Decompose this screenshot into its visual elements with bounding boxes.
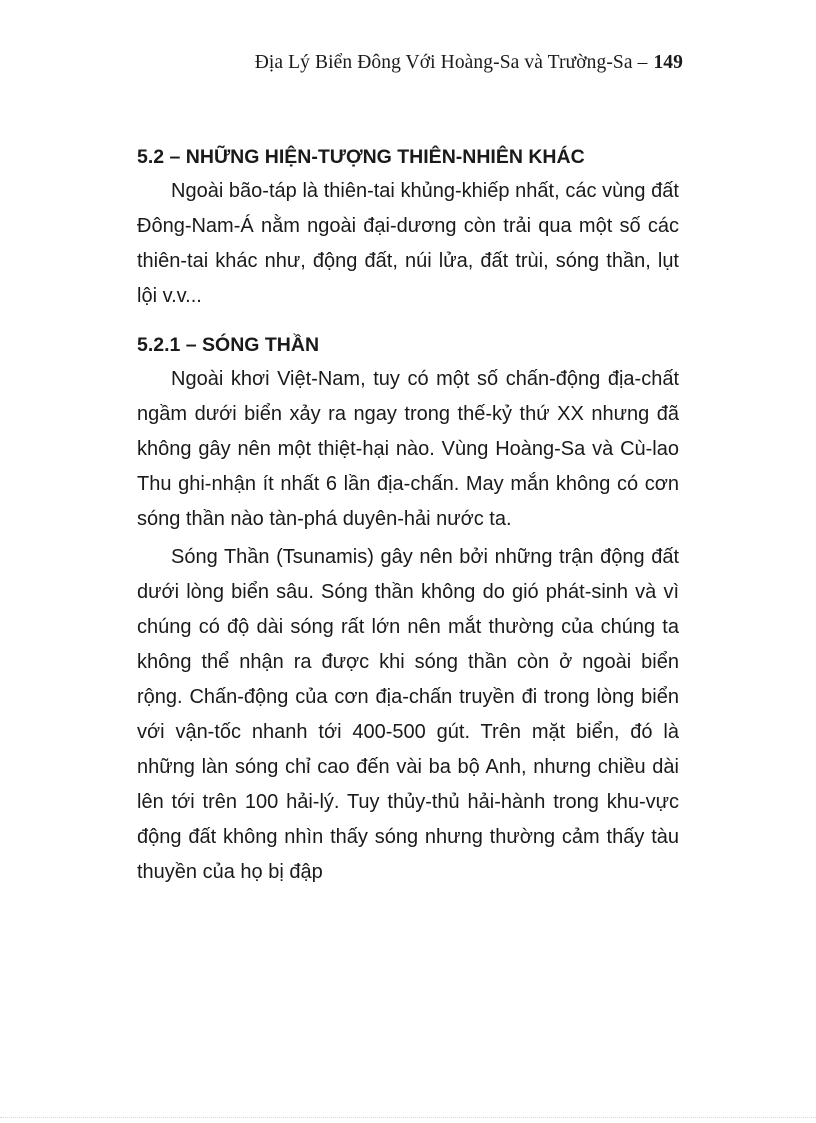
page-number: 149 bbox=[653, 52, 683, 73]
section-paragraph: Ngoài bão-táp là thiên-tai khủng-khiếp nhất, các vùng đất Đông-Nam-Á nằm ngoài đại-dương còn trải qua một số các thiên-tai khác như, động đất, núi lửa, đất trùi, sóng thần, lụt lội v.v... bbox=[137, 180, 679, 307]
running-title: Địa Lý Biển Đông Với Hoàng-Sa và Trường-Sa – bbox=[254, 52, 648, 73]
section-heading: 5.2 – NHỮNG HIỆN-TƯỢNG THIÊN-NHIÊN KHÁC bbox=[137, 146, 585, 168]
subsection-heading: 5.2.1 – SÓNG THẦN bbox=[137, 334, 320, 356]
running-header bbox=[0, 52, 683, 74]
body-paragraph: Ngoài khơi Việt-Nam, tuy có một số chấn-động địa-chất ngầm dưới biển xảy ra ngay trong thế-kỷ thứ XX nhưng đã không gây nên một thiệt-hại nào. Vùng Hoàng-Sa và Cù-lao Thu ghi-nhận ít nhất 6 lần địa-chấn. May mắn không có cơn sóng thần nào tàn-phá duyên-hải nước ta. bbox=[137, 368, 679, 530]
page-body bbox=[137, 140, 679, 890]
body-paragraph: Sóng Thần (Tsunamis) gây nên bởi những trận động đất dưới lòng biển sâu. Sóng thần không do gió phát-sinh và vì chúng có độ dài sóng rất lớn nên mắt thường của chúng ta không thể nhận ra được khi sóng thần còn ở ngoài biển rộng. Chấn-động của cơn địa-chấn truyền đi trong lòng biển với vận-tốc nhanh tới 400-500 gút. Trên mặt biển, đó là những làn sóng chỉ cao đến vài ba bộ Anh, nhưng chiều dài lên tới trên 100 hải-lý. Tuy thủy-thủ hải-hành trong khu-vực động đất không nhìn thấy sóng nhưng thường cảm thấy tàu thuyền của họ bị đập bbox=[137, 546, 679, 883]
page-bottom-edge bbox=[0, 1117, 816, 1118]
